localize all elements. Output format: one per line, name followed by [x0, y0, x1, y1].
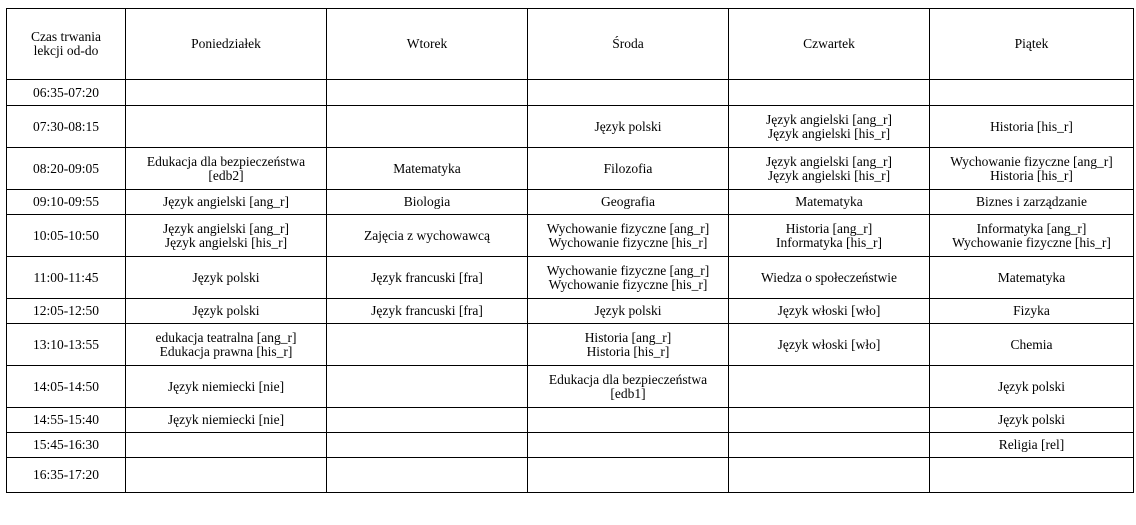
table-row: [7, 190, 1134, 215]
lesson-time-cell: 14:05-14:50: [7, 366, 126, 408]
header-row: [7, 9, 1134, 80]
lesson-time-cell: 13:10-13:55: [7, 324, 126, 366]
lesson-cell-wednesday: [528, 257, 729, 299]
lesson-cell-friday: [930, 458, 1134, 493]
lesson-cell-friday: [930, 299, 1134, 324]
lesson-cell-wednesday: [528, 215, 729, 257]
table-row: [7, 366, 1134, 408]
lesson-line: edukacja teatralna [ang_r]: [155, 329, 297, 345]
lesson-time-cell: 11:00-11:45: [7, 257, 126, 299]
lesson-line: Język włoski [wło]: [777, 303, 881, 318]
lesson-line: Chemia: [1010, 336, 1053, 352]
lesson-line: Informatyka [his_r]: [775, 234, 883, 250]
lesson-cell-friday: [930, 257, 1134, 299]
lesson-cell-tuesday: [327, 408, 528, 433]
lesson-cell-thursday: [729, 366, 930, 408]
lesson-time-cell: 14:55-15:40: [7, 408, 126, 433]
day-header-tuesday: Wtorek: [327, 9, 528, 80]
lesson-cell-monday: [126, 366, 327, 408]
lesson-line: Język angielski [ang_r]: [163, 194, 289, 209]
lesson-cell-tuesday: [327, 324, 528, 366]
lesson-line: Język niemiecki [nie]: [167, 412, 285, 427]
table-row: [7, 80, 1134, 106]
lesson-time-cell: 08:20-09:05: [7, 148, 126, 190]
table-row: [7, 458, 1134, 493]
lesson-time-cell: 10:05-10:50: [7, 215, 126, 257]
lesson-line: Język angielski [ang_r]: [163, 220, 289, 236]
day-header-thursday: Czwartek: [729, 9, 930, 80]
lesson-cell-wednesday: [528, 80, 729, 106]
lesson-line: Wychowanie fizyczne [his_r]: [952, 234, 1111, 250]
lesson-line: [edb1]: [610, 385, 646, 401]
lesson-cell-thursday: [729, 433, 930, 458]
lesson-cell-wednesday: [528, 299, 729, 324]
lesson-line: Język angielski [ang_r]: [766, 111, 892, 127]
lesson-line: Język polski: [594, 303, 662, 318]
lesson-cell-wednesday: [528, 433, 729, 458]
lesson-cell-friday: [930, 366, 1134, 408]
lesson-line: Historia [his_r]: [990, 118, 1073, 134]
lesson-line: Historia [his_r]: [990, 167, 1073, 183]
lesson-line: Język angielski [his_r]: [767, 167, 891, 183]
lesson-cell-wednesday: [528, 408, 729, 433]
lesson-line: Matematyka: [795, 194, 863, 209]
lesson-line: Język angielski [his_r]: [767, 125, 891, 141]
lesson-cell-tuesday: [327, 299, 528, 324]
lesson-cell-friday: [930, 106, 1134, 148]
lesson-line: Religia [rel]: [998, 437, 1065, 452]
time-column-header: [7, 9, 126, 80]
lesson-line: Fizyka: [1013, 303, 1050, 318]
lesson-line: Matematyka: [997, 269, 1066, 285]
lesson-line: Język polski: [997, 412, 1066, 427]
lesson-cell-thursday: [729, 148, 930, 190]
lesson-time-cell: 15:45-16:30: [7, 433, 126, 458]
lesson-cell-monday: [126, 324, 327, 366]
timetable-container: [6, 8, 1134, 493]
lesson-line: Historia [ang_r]: [785, 220, 873, 236]
table-row: [7, 106, 1134, 148]
lesson-line: Matematyka: [393, 160, 461, 176]
table-row: [7, 299, 1134, 324]
lesson-cell-thursday: [729, 190, 930, 215]
lesson-line: Geografia: [601, 194, 655, 209]
lesson-line: Filozofia: [603, 160, 653, 176]
lesson-cell-monday: [126, 106, 327, 148]
lesson-line: [edb2]: [208, 167, 244, 183]
lesson-cell-thursday: [729, 215, 930, 257]
lesson-cell-wednesday: [528, 190, 729, 215]
day-header-monday: Poniedziałek: [126, 9, 327, 80]
table-row: [7, 215, 1134, 257]
lesson-time-cell: 12:05-12:50: [7, 299, 126, 324]
lesson-cell-monday: [126, 215, 327, 257]
lesson-line: Język niemiecki [nie]: [167, 378, 285, 394]
lesson-cell-friday: [930, 408, 1134, 433]
lesson-line: Biznes i zarządzanie: [976, 194, 1087, 209]
lesson-cell-tuesday: [327, 458, 528, 493]
lesson-cell-friday: [930, 324, 1134, 366]
lesson-cell-thursday: [729, 106, 930, 148]
lesson-cell-tuesday: [327, 190, 528, 215]
lesson-line: Wychowanie fizyczne [ang_r]: [546, 262, 710, 278]
lesson-cell-tuesday: [327, 366, 528, 408]
lesson-line: Język angielski [ang_r]: [766, 153, 892, 169]
table-row: [7, 148, 1134, 190]
lesson-cell-monday: [126, 148, 327, 190]
lesson-line: Język polski: [192, 303, 260, 318]
lesson-cell-tuesday: [327, 215, 528, 257]
lesson-line: Edukacja dla bezpieczeństwa: [548, 371, 708, 387]
lesson-cell-friday: [930, 190, 1134, 215]
lesson-cell-monday: [126, 299, 327, 324]
lesson-cell-thursday: [729, 299, 930, 324]
lesson-line: Wiedza o społeczeństwie: [761, 269, 897, 285]
lesson-time-cell: 07:30-08:15: [7, 106, 126, 148]
lesson-line: Wychowanie fizyczne [his_r]: [548, 234, 708, 250]
lesson-line: Język włoski [wło]: [777, 336, 881, 352]
lesson-time-cell: 06:35-07:20: [7, 80, 126, 106]
lesson-cell-friday: [930, 80, 1134, 106]
lesson-time-cell: 09:10-09:55: [7, 190, 126, 215]
lesson-line: Edukacja dla bezpieczeństwa: [146, 153, 306, 169]
lesson-cell-friday: [930, 148, 1134, 190]
lesson-cell-monday: [126, 433, 327, 458]
lesson-cell-wednesday: [528, 106, 729, 148]
lesson-cell-wednesday: [528, 324, 729, 366]
lesson-line: Historia [his_r]: [586, 343, 670, 359]
day-header-friday: Piątek: [930, 9, 1134, 80]
lesson-cell-thursday: [729, 80, 930, 106]
time-header-line: Czas trwania: [30, 29, 102, 44]
lesson-cell-thursday: [729, 257, 930, 299]
lesson-cell-tuesday: [327, 106, 528, 148]
lesson-cell-thursday: [729, 408, 930, 433]
lesson-cell-thursday: [729, 458, 930, 493]
lesson-cell-monday: [126, 80, 327, 106]
timetable-body: [7, 80, 1134, 493]
lesson-cell-friday: [930, 215, 1134, 257]
table-row: [7, 408, 1134, 433]
lesson-line: Edukacja prawna [his_r]: [159, 343, 293, 359]
lesson-cell-tuesday: [327, 80, 528, 106]
lesson-line: Historia [ang_r]: [584, 329, 672, 345]
lesson-cell-friday: [930, 433, 1134, 458]
lesson-line: Język francuski [fra]: [371, 269, 483, 285]
lesson-line: Wychowanie fizyczne [ang_r]: [546, 220, 710, 236]
table-row: [7, 433, 1134, 458]
lesson-cell-tuesday: [327, 433, 528, 458]
lesson-line: Biologia: [403, 194, 451, 209]
lesson-cell-thursday: [729, 324, 930, 366]
lesson-cell-monday: [126, 408, 327, 433]
table-row: [7, 257, 1134, 299]
lesson-line: Język polski: [594, 118, 662, 134]
day-header-wednesday: Środa: [528, 9, 729, 80]
lesson-cell-monday: [126, 458, 327, 493]
lesson-line: Informatyka [ang_r]: [976, 220, 1087, 236]
lesson-cell-tuesday: [327, 257, 528, 299]
lesson-cell-wednesday: [528, 366, 729, 408]
lesson-cell-monday: [126, 257, 327, 299]
lesson-line: Język polski: [192, 269, 260, 285]
lesson-time-cell: 16:35-17:20: [7, 458, 126, 493]
lesson-cell-wednesday: [528, 458, 729, 493]
timetable: [6, 8, 1134, 493]
lesson-cell-monday: [126, 190, 327, 215]
lesson-line: Język francuski [fra]: [371, 303, 483, 318]
lesson-line: Wychowanie fizyczne [ang_r]: [950, 153, 1113, 169]
lesson-line: Zajęcia z wychowawcą: [364, 227, 490, 243]
table-row: [7, 324, 1134, 366]
lesson-line: Język polski: [997, 378, 1066, 394]
lesson-line: Wychowanie fizyczne [his_r]: [548, 276, 708, 292]
timetable-header: [7, 9, 1134, 80]
lesson-line: Język angielski [his_r]: [164, 234, 288, 250]
time-header-line: lekcji od-do: [33, 43, 99, 58]
lesson-cell-tuesday: [327, 148, 528, 190]
lesson-cell-wednesday: [528, 148, 729, 190]
